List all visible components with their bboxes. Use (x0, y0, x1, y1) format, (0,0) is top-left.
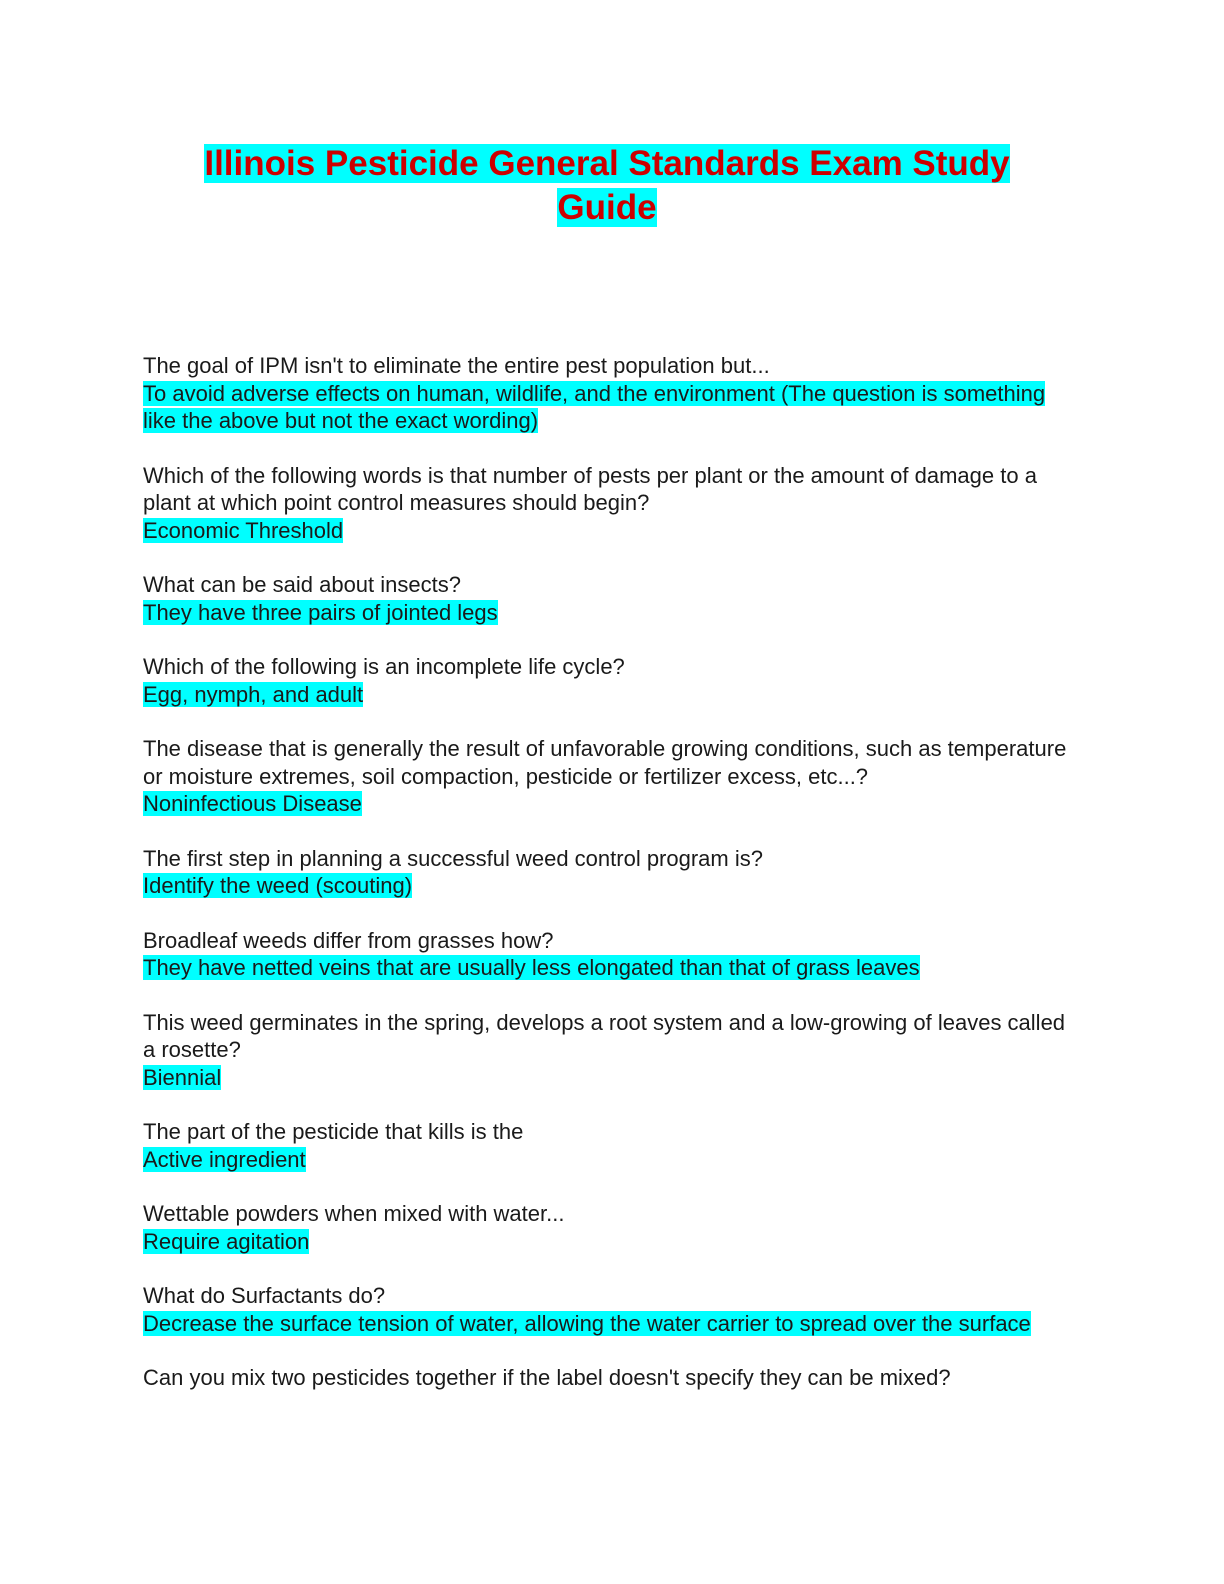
answer-text: Biennial (143, 1064, 222, 1090)
qa-item (143, 571, 1083, 626)
qa-item (143, 653, 1083, 708)
question-text: Which of the following is an incomplete life cycle? (143, 654, 625, 679)
qa-item (143, 462, 1083, 545)
qa-item (143, 352, 1083, 435)
qa-item (143, 1200, 1083, 1255)
question-text: This weed germinates in the spring, develops a root system and a low-growing of leaves called a rosette? (143, 1009, 1066, 1062)
answer-text: Economic Threshold (143, 517, 344, 543)
qa-item (143, 927, 1083, 982)
question-text: What can be said about insects? (143, 572, 461, 597)
question-text: Wettable powders when mixed with water... (143, 1201, 565, 1226)
question-text: The part of the pesticide that kills is the (143, 1119, 524, 1144)
question-text: The goal of IPM isn't to eliminate the entire pest population but... (143, 353, 770, 378)
qa-item (143, 1364, 1083, 1392)
question-text: The first step in planning a successful weed control program is? (143, 845, 763, 871)
question-text: Which of the following words is that number of pests per plant or the amount of damage to a plant at which point control measures should begin? (143, 462, 1037, 515)
answer-text: They have netted veins that are usually less elongated than that of grass leaves (143, 955, 920, 980)
answer-text: They have three pairs of jointed legs (143, 599, 498, 625)
qa-item (143, 1118, 1083, 1173)
answer-text: Identify the weed (scouting) (143, 873, 413, 898)
qa-item (143, 845, 1083, 900)
question-text: Broadleaf weeds differ from grasses how? (143, 927, 554, 953)
qa-item (143, 1009, 1083, 1092)
qa-list (143, 352, 1083, 1419)
title-line-1: Illinois Pesticide General Standards Exam Study (204, 144, 1010, 183)
answer-text: Require agitation (143, 1228, 310, 1254)
answer-text: Noninfectious Disease (143, 791, 362, 816)
qa-item (143, 735, 1083, 818)
answer-text: Active ingredient (143, 1146, 306, 1172)
question-text: The disease that is generally the result of unfavorable growing conditions, such as temperature or moisture extremes, soil compaction, pesticide or fertilizer excess, etc...? (143, 736, 1067, 789)
answer-text: To avoid adverse effects on human, wildlife, and the environment (The question is something like the above but not the exact wording) (143, 380, 1046, 433)
answer-text: Decrease the surface tension of water, allowing the water carrier to spread over the surface (143, 1310, 1031, 1336)
document-title (150, 142, 1064, 230)
title-line-2: Guide (557, 188, 657, 227)
question-text: Can you mix two pesticides together if the label doesn't specify they can be mixed? (143, 1365, 951, 1390)
question-text: What do Surfactants do? (143, 1283, 386, 1308)
qa-item (143, 1282, 1083, 1337)
answer-text: Egg, nymph, and adult (143, 681, 364, 707)
